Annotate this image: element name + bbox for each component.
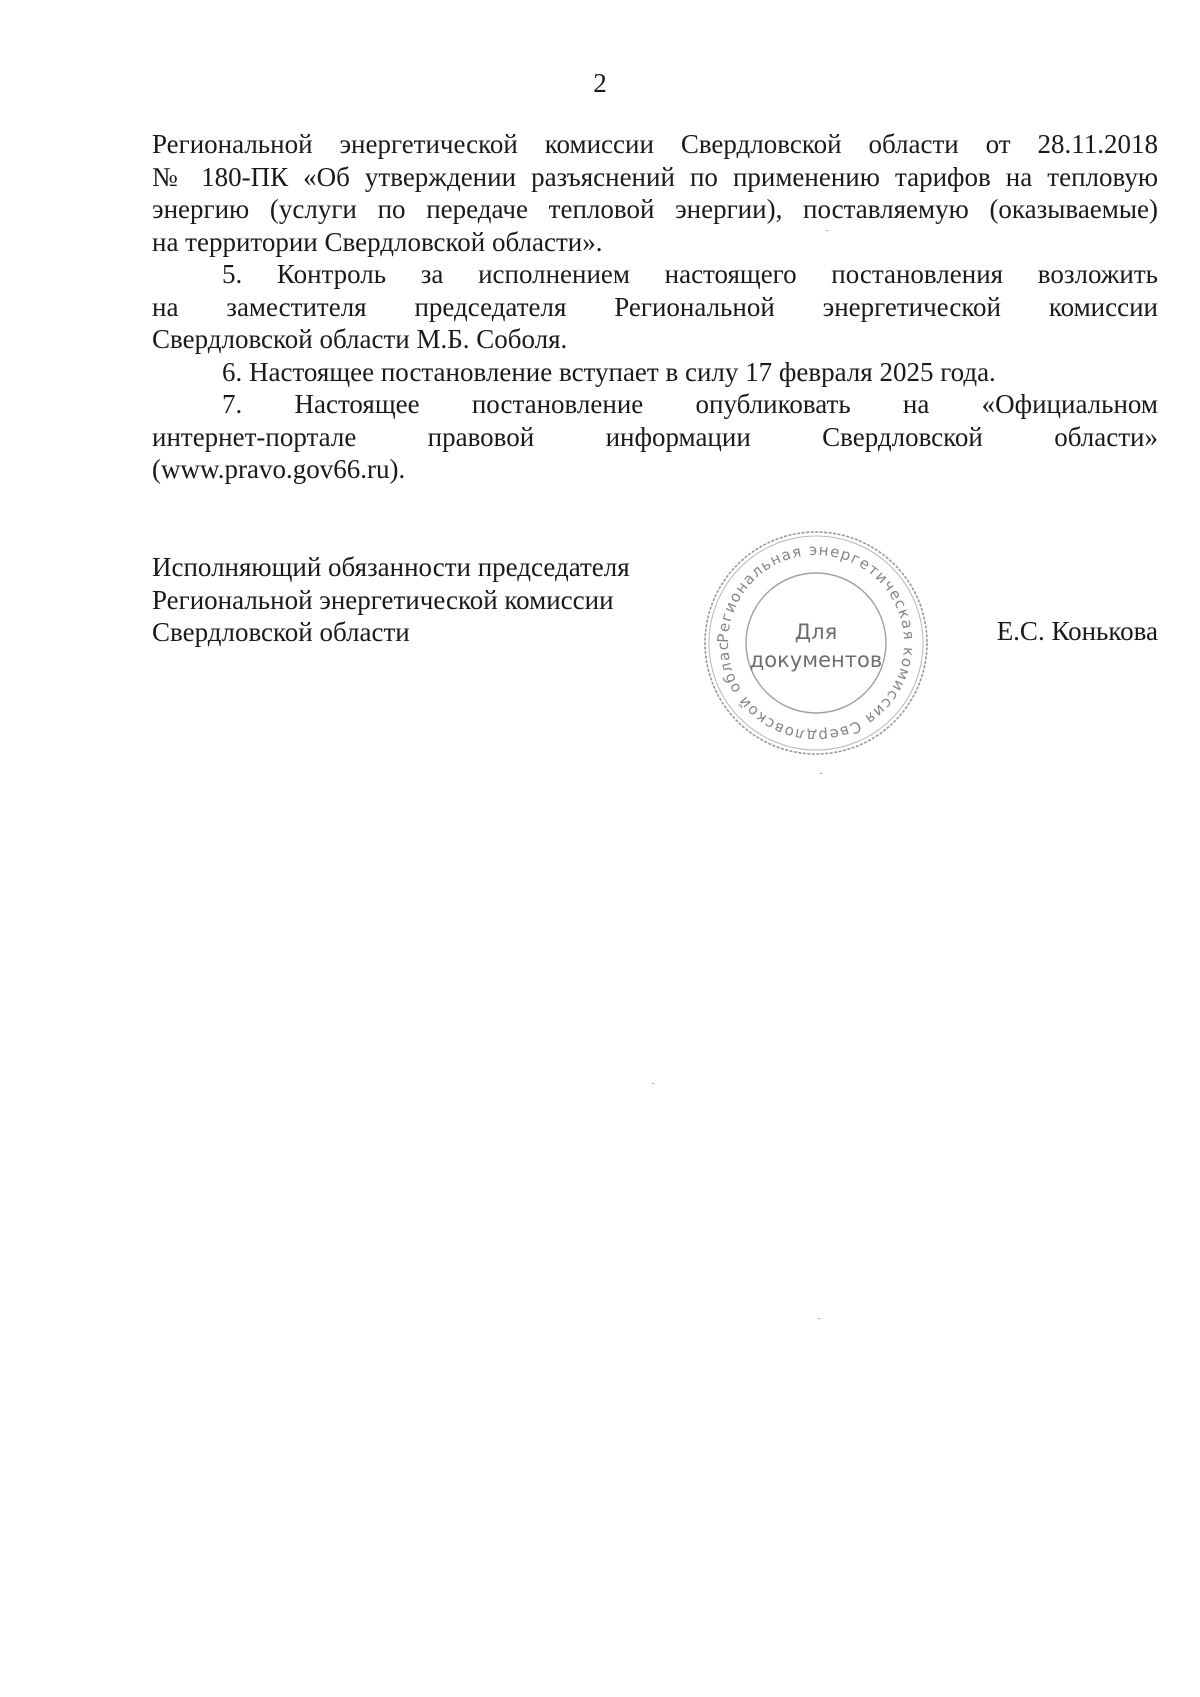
scan-speck — [818, 1318, 820, 1319]
paragraph-line: на заместителя председателя Региональной энергетической комиссии — [152, 291, 1158, 322]
page-number: 2 — [593, 68, 607, 98]
stamp-center-line: Для — [794, 620, 838, 644]
stamp-seal-icon — [700, 527, 932, 759]
paragraph-line: энергию (услуги по передаче тепловой энергии), поставляемую (оказываемые) — [152, 194, 1158, 224]
stamp-center-line: документов — [749, 648, 883, 672]
signatory-position-line: Свердловской области — [152, 617, 410, 647]
signatory-name: Е.С. Конькова — [996, 616, 1158, 646]
scan-speck — [820, 773, 822, 774]
paragraph-line: Региональной энергетической комиссии Свердловской области от 28.11.2018 — [152, 129, 1158, 159]
paragraph-line: № 180-ПК «Об утверждении разъяснений по применению тарифов на тепловую — [152, 161, 1158, 192]
document-body — [152, 128, 1158, 486]
stamp-ring-text: Региональная энергетическая комиссия Свердловской облас — [713, 540, 919, 746]
paragraph-line: 5. Контроль за исполнением настоящего постановления возложить — [222, 259, 1158, 289]
signatory-position-line: Региональной энергетической комиссии — [152, 584, 614, 615]
paragraph-line: на территории Свердловской области». — [152, 226, 603, 257]
scan-speck — [652, 1083, 654, 1084]
paragraph-line: Свердловской области М.Б. Соболя. — [152, 324, 568, 354]
scan-speck — [826, 230, 828, 231]
paragraph-line: 6. Настоящее постановление вступает в силу 17 февраля 2025 года. — [222, 356, 996, 387]
paragraph-line: 7. Настоящее постановление опубликовать на «Официальном — [222, 389, 1158, 419]
signatory-position — [152, 551, 630, 649]
official-stamp — [700, 527, 932, 759]
paragraph-line: (www.pravo.gov66.ru). — [152, 454, 406, 484]
paragraph-line: интернет-портале правовой информации Свердловской области» — [152, 421, 1158, 452]
signatory-position-line: Исполняющий обязанности председателя — [152, 552, 630, 582]
